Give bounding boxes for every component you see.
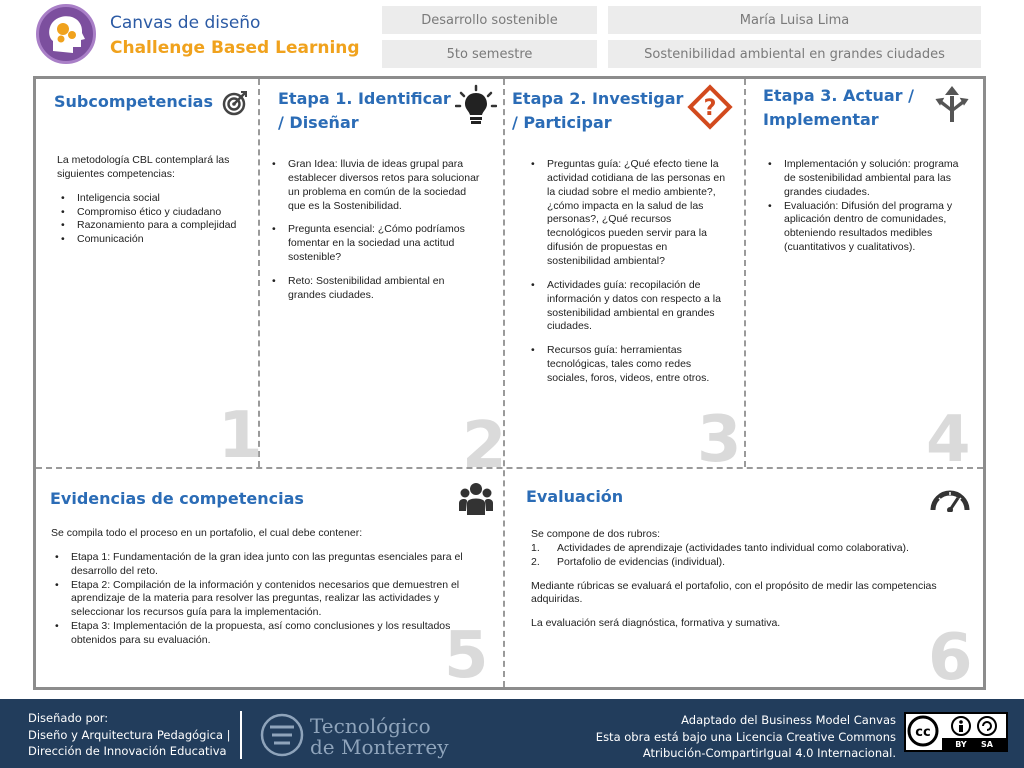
cc-icon [909, 717, 937, 745]
cc-by-label: BY [955, 740, 967, 749]
list-item: • Comunicación [57, 233, 247, 247]
etapa1-title: Etapa 1. Identificar / Diseñar [278, 89, 451, 132]
etapa1-content [268, 158, 483, 303]
license-line: Atribución-CompartirIgual 4.0 Internacional. [642, 746, 896, 761]
page-title: Canvas de diseño [110, 13, 261, 33]
section-number: 2 [462, 409, 507, 483]
cc-sa-icon [978, 717, 996, 735]
license-text [596, 712, 896, 762]
divider [503, 79, 505, 687]
evidencias-intro: Se compila todo el proceso en un portafolio, el cual debe contener: [51, 527, 363, 539]
list-item: • Etapa 3: Implementación de la propuesta, así como conclusiones y los resultados obtenidos para su evaluación. [51, 620, 463, 648]
section-number: 1 [218, 399, 263, 473]
license-line: Esta obra está bajo una Licencia Creative Commons [595, 729, 896, 744]
etapa2-title: Etapa 2. Investigar / Participar [512, 89, 684, 132]
directions-icon [935, 86, 969, 127]
section-number: 5 [444, 619, 489, 693]
etapa3-title: Etapa 3. Actuar / Implementar [763, 86, 914, 129]
footer-credit-line: Dirección de Innovación Educativa [28, 744, 227, 759]
tec-logo-text [310, 716, 449, 758]
list-item: 2. Portafolio de evidencias (individual). [531, 556, 941, 570]
footer-credits [28, 710, 231, 760]
evidencias-title: Evidencias de competencias [50, 489, 304, 508]
list-item: • Compromiso ético y ciudadano [57, 206, 247, 220]
cc-sa-label: SA [981, 740, 993, 749]
evidencias-content [51, 527, 463, 648]
cc-license-badge[interactable] [904, 712, 1008, 752]
cc-by-icon [952, 717, 970, 735]
subcompetencias-intro: La metodología CBL contemplará las siguientes competencias: [57, 154, 230, 180]
list-item: • Evaluación: Difusión del programa y aplicación dentro de comunidades, obteniendo resultados medibles (cuantitativos y cualitativos). [764, 200, 964, 255]
tec-logo-line: de Monterrey [310, 735, 449, 759]
challenge-field: Sostenibilidad ambiental en grandes ciudades [608, 40, 981, 68]
section-number: 6 [928, 621, 973, 695]
subcompetencias-content [57, 154, 247, 247]
question-icon [685, 82, 735, 137]
list-item: • Pregunta esencial: ¿Cómo podríamos fomentar en la sociedad una actitud sostenible? [268, 223, 483, 265]
list-item: • Inteligencia social [57, 192, 247, 206]
list-item: • Implementación y solución: programa de sostenibilidad ambiental para las grandes ciudades. [764, 158, 964, 200]
list-item: • Gran Idea: lluvia de ideas grupal para establecer diversos retos para solucionar un problema en común de la sociedad que es la Sostenibilidad. [268, 158, 483, 213]
footer-divider [240, 711, 242, 759]
semester-field: 5to semestre [382, 40, 597, 68]
svg-text:?: ? [703, 96, 717, 121]
evaluacion-intro: Se compone de dos rubros: [531, 528, 660, 540]
target-icon [222, 90, 248, 121]
lightbulb-icon [455, 84, 497, 133]
author-field: María Luisa Lima [608, 6, 981, 34]
canvas-logo-icon [36, 4, 96, 64]
section-number: 4 [926, 403, 971, 477]
list-item: • Recursos guía: herramientas tecnológicas, tales como redes sociales, foros, videos, entre otros. [527, 344, 727, 386]
subcompetencias-title: Subcompetencias [54, 92, 213, 111]
tec-logo-line: Tecnológico [310, 714, 431, 738]
evaluacion-paragraph: La evaluación será diagnóstica, formativa y sumativa. [531, 617, 781, 630]
program-field: Desarrollo sostenible [382, 6, 597, 34]
footer-credit-line: Diseño y Arquitectura Pedagógica | [28, 727, 231, 742]
list-item: • Actividades guía: recopilación de información y datos con respecto a la sostenibilidad ambiental en grandes ciudades. [527, 279, 727, 334]
evaluacion-content [531, 528, 941, 631]
license-line: Adaptado del Business Model Canvas [681, 713, 896, 727]
list-item: • Razonamiento para a complejidad [57, 219, 247, 233]
evaluacion-paragraph: Mediante rúbricas se evaluará el portafolio, con el propósito de medir las competencias adquiridas. [531, 579, 937, 606]
gauge-icon [930, 484, 970, 517]
footer-credit-line: Diseñado por: [28, 711, 109, 725]
list-item: • Etapa 2: Compilación de la información y contenidos necesarios que demuestren el aprendizaje de la materia para resolver las preguntas, realizar las actividades y seleccionar los recursos guía para la implementación. [51, 579, 463, 621]
divider [36, 467, 983, 469]
svg-text:cc: cc [915, 725, 931, 740]
etapa2-content [527, 158, 727, 386]
list-item: • Preguntas guía: ¿Qué efecto tiene la actividad cotidiana de las personas en la ciudad sobre el medio ambiente?, ¿cómo impacta en la salud de las personas?, ¿Qué recursos tecnológicos pueden servir para la difusión de propuestas en sostenibilidad ambiental? [527, 158, 727, 269]
list-item: • Etapa 1: Fundamentación de la gran idea junto con las preguntas esenciales para el desarrollo del reto. [51, 551, 463, 579]
group-icon [459, 481, 493, 520]
list-item: 1. Actividades de aprendizaje (actividades tanto individual como colaborativa). [531, 542, 941, 556]
tec-shield-icon [260, 713, 304, 762]
list-item: • Reto: Sostenibilidad ambiental en grandes ciudades. [268, 275, 483, 303]
etapa3-content [764, 158, 964, 255]
evaluacion-title: Evaluación [526, 487, 624, 506]
section-number: 3 [697, 403, 742, 477]
page-subtitle: Challenge Based Learning [110, 38, 360, 58]
divider [744, 79, 746, 467]
